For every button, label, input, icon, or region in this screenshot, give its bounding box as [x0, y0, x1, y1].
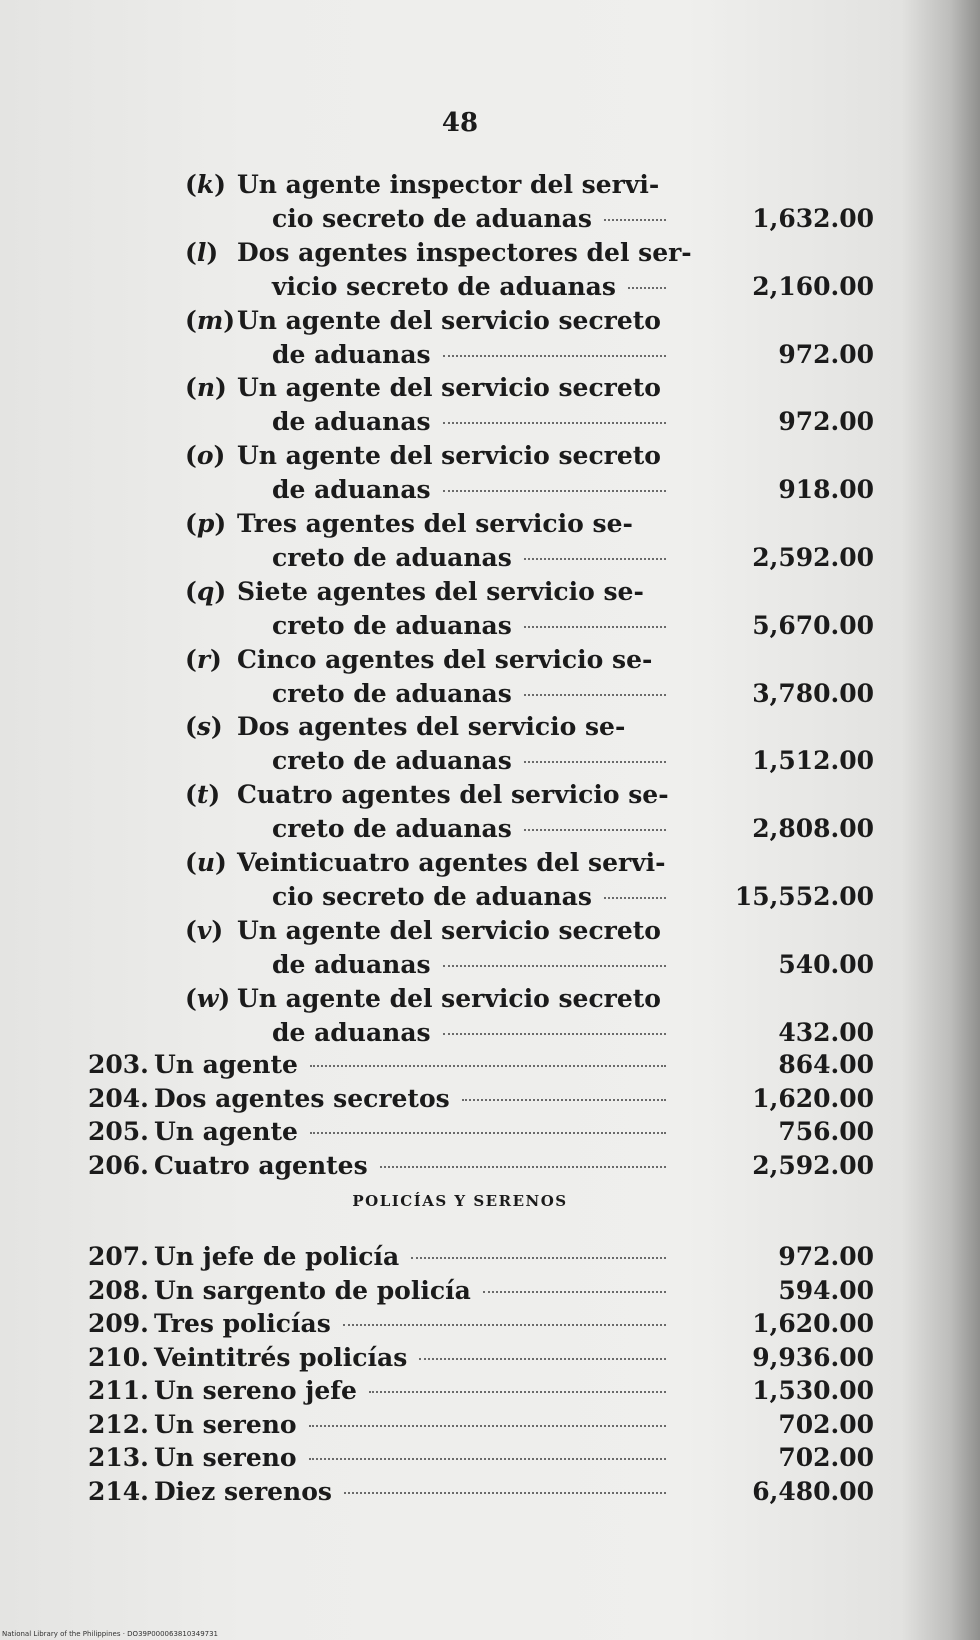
entry-line-cont [272, 405, 670, 438]
paren-open: ( [185, 644, 197, 674]
numbered-item-inner [88, 1048, 670, 1081]
entry-line-cont [272, 948, 670, 981]
entry-amount: 1,512.00 [752, 746, 874, 776]
item-amount: 6,480.00 [752, 1476, 874, 1506]
entry-amount: 432.00 [778, 1017, 874, 1047]
numbered-item-inner [88, 1307, 670, 1340]
item-amount: 864.00 [778, 1050, 874, 1079]
paren-close: ) [214, 576, 227, 606]
entry-letter [185, 371, 237, 404]
paren-open: ( [185, 848, 197, 877]
numbered-item-label [88, 1048, 298, 1081]
numbered-item-inner [88, 1082, 670, 1115]
item-text: Cuatro agentes [154, 1150, 368, 1180]
dot-leader [380, 1166, 666, 1168]
page-number: 48 [441, 108, 479, 138]
numbered-item [88, 1441, 670, 1474]
entry-line-inner [272, 812, 670, 845]
item-text: Un sargento de policía [154, 1275, 471, 1305]
numbered-item [88, 1240, 670, 1273]
footer-watermark: National Library of the Philippines · DO39P000063810349731 [2, 1630, 219, 1638]
entry-text-line1: Un agente del servicio secreto [237, 441, 661, 471]
entry-line-first [185, 507, 670, 540]
entry-amount: 972.00 [778, 407, 874, 437]
entry-line-inner [272, 405, 670, 438]
entry-text-line2: de aduanas [272, 949, 431, 979]
item-number: 209. [88, 1309, 149, 1338]
entry-line-cont [272, 880, 670, 913]
entry-text-line1: Un agente del servicio secreto [237, 983, 661, 1013]
entry-line-cont [272, 609, 670, 642]
item-number: 207. [88, 1242, 149, 1271]
dot-leader [419, 1358, 666, 1360]
entry-line-inner [272, 880, 670, 913]
entry-line-first [185, 982, 670, 1015]
paren-close: ) [218, 983, 231, 1013]
entry-letter-text: n [196, 373, 216, 403]
item-amount: 972.00 [778, 1242, 874, 1271]
dot-leader [343, 1324, 666, 1326]
entry-amount: 918.00 [778, 475, 874, 505]
item-amount: 9,936.00 [752, 1342, 874, 1372]
paren-open: ( [185, 305, 197, 335]
paren-close: ) [211, 915, 224, 945]
dot-leader [483, 1291, 666, 1293]
item-amount: 1,620.00 [752, 1083, 874, 1113]
entry-letter-text: u [196, 848, 216, 877]
entry-text-line2: de aduanas [272, 407, 431, 437]
entry-line-first [185, 575, 670, 608]
entry-line-inner [272, 744, 670, 777]
item-text: Un jefe de policía [154, 1242, 400, 1271]
entry-letter-text: t [196, 780, 209, 810]
item-text: Un agente [154, 1117, 298, 1146]
numbered-item-inner [88, 1274, 670, 1307]
numbered-item [88, 1115, 670, 1148]
entry-line-inner [272, 202, 670, 235]
paren-open: ( [185, 509, 197, 538]
numbered-item-label [88, 1240, 399, 1273]
entry-line-inner [272, 338, 670, 371]
entry-line-cont [272, 677, 670, 710]
paren-close: ) [215, 373, 227, 403]
entry-amount: 5,670.00 [752, 610, 874, 640]
numbered-item-label [88, 1307, 331, 1340]
paren-open: ( [185, 983, 197, 1013]
numbered-item-label [88, 1082, 450, 1115]
entry-line-inner [272, 948, 670, 981]
numbered-item [88, 1048, 670, 1081]
dot-leader [344, 1492, 666, 1494]
paren-open: ( [185, 441, 197, 471]
entry-text-line2: vicio secreto de aduanas [272, 271, 616, 301]
item-amount: 2,592.00 [752, 1150, 874, 1180]
dot-leader [443, 965, 666, 967]
entry-letter [185, 168, 237, 201]
paren-close: ) [208, 780, 221, 810]
entry-text-line1: Dos agentes inspectores del ser- [237, 237, 692, 267]
entry-letter [185, 236, 237, 269]
entry-text-line2: cio secreto de aduanas [272, 881, 592, 911]
entry-line-first [185, 371, 670, 404]
paren-close: ) [214, 509, 227, 538]
entry-text-line1: Siete agentes del servicio se- [237, 576, 644, 606]
entry-text-line1: Un agente del servicio secreto [237, 373, 661, 403]
entry-text-line1: Un agente del servicio secreto [237, 305, 661, 335]
item-text: Un sereno [154, 1409, 297, 1439]
item-number: 205. [88, 1117, 149, 1146]
numbered-item-inner [88, 1374, 670, 1407]
item-text: Un agente [154, 1050, 298, 1079]
entry-text-line2: creto de aduanas [272, 814, 512, 844]
entry-text-line1: Cinco agentes del servicio se- [237, 644, 653, 674]
entry-text-line1: Dos agentes del servicio se- [237, 712, 626, 742]
paren-close: ) [213, 441, 226, 471]
item-number: 211. [88, 1376, 149, 1405]
item-number: 214. [88, 1476, 149, 1506]
entry-line-first [185, 643, 670, 676]
numbered-item-label [88, 1408, 297, 1441]
numbered-item-label [88, 1149, 368, 1182]
paren-close: ) [214, 170, 227, 199]
entry-line-cont [272, 270, 670, 303]
dot-leader [604, 897, 666, 899]
numbered-item [88, 1408, 670, 1441]
entry-amount: 3,780.00 [752, 678, 874, 708]
item-number: 212. [88, 1409, 149, 1439]
entry-amount: 540.00 [778, 949, 874, 979]
entry-letter [185, 778, 237, 811]
dot-leader [443, 355, 666, 357]
entry-letter-text: l [196, 237, 207, 267]
entry-line-first [185, 439, 670, 472]
numbered-item-label [88, 1341, 407, 1374]
entry-line-cont [272, 812, 670, 845]
entry-letter [185, 575, 237, 608]
item-text: Diez serenos [154, 1476, 332, 1506]
entry-text-line1: Tres agentes del servicio se- [237, 509, 633, 538]
entry-line-cont [272, 541, 670, 574]
entry-text-line1: Veinticuatro agentes del servi- [237, 848, 666, 877]
entry-line-inner [272, 541, 670, 574]
entry-letter-text: m [196, 305, 224, 335]
numbered-item [88, 1082, 670, 1115]
item-text: Tres policías [154, 1309, 331, 1338]
entry-letter-text: v [196, 915, 212, 945]
entry-line-inner [272, 270, 670, 303]
entry-letter-text: o [196, 441, 214, 471]
entry-text-line2: creto de aduanas [272, 610, 512, 640]
numbered-item-label [88, 1441, 297, 1474]
numbered-item-label [88, 1115, 298, 1148]
entry-line-first [185, 710, 670, 743]
item-text: Un sereno [154, 1443, 297, 1472]
entry-letter [185, 710, 237, 743]
entry-text-line2: creto de aduanas [272, 542, 512, 572]
paren-open: ( [185, 237, 197, 267]
entry-line-first [185, 168, 670, 201]
dot-leader [462, 1099, 666, 1101]
numbered-item-inner [88, 1341, 670, 1374]
entry-line-cont [272, 338, 670, 371]
paren-close: ) [206, 237, 219, 267]
numbered-item-inner [88, 1408, 670, 1441]
paren-close: ) [210, 712, 223, 742]
item-number: 206. [88, 1150, 149, 1180]
entry-letter-text: p [196, 509, 215, 538]
entry-amount: 972.00 [778, 339, 874, 369]
numbered-item-inner [88, 1149, 670, 1182]
numbered-item [88, 1374, 670, 1407]
entry-line-inner [272, 1016, 670, 1049]
numbered-item [88, 1341, 670, 1374]
item-number: 204. [88, 1083, 149, 1113]
entry-amount: 2,592.00 [752, 542, 874, 572]
entry-letter [185, 914, 237, 947]
paren-open: ( [185, 373, 197, 403]
entry-amount: 1,632.00 [752, 203, 874, 233]
paren-open: ( [185, 712, 197, 742]
dot-leader [628, 287, 666, 289]
paren-close: ) [215, 848, 227, 877]
item-text: Dos agentes secretos [154, 1083, 450, 1113]
entry-letter [185, 643, 237, 676]
numbered-item-label [88, 1274, 471, 1307]
numbered-item [88, 1307, 670, 1340]
entry-amount: 2,160.00 [752, 271, 874, 301]
entry-letter-text: r [196, 644, 211, 674]
entry-line-first [185, 846, 670, 879]
paren-close: ) [223, 305, 236, 335]
item-text: Un sereno jefe [154, 1376, 357, 1405]
entry-line-first [185, 778, 670, 811]
paren-open: ( [185, 576, 197, 606]
entry-amount: 15,552.00 [734, 881, 874, 911]
entry-letter [185, 439, 237, 472]
section-heading: POLICÍAS Y SERENOS [352, 1192, 568, 1210]
item-amount: 702.00 [778, 1409, 874, 1439]
dot-leader [524, 558, 666, 560]
entry-text-line2: cio secreto de aduanas [272, 203, 592, 233]
numbered-item-inner [88, 1441, 670, 1474]
entry-line-cont [272, 744, 670, 777]
entry-line-inner [272, 473, 670, 506]
paren-open: ( [185, 170, 197, 199]
dot-leader [309, 1425, 666, 1427]
entry-line-cont [272, 202, 670, 235]
item-number: 208. [88, 1275, 149, 1305]
entry-text-line1: Un agente del servicio secreto [237, 915, 661, 945]
numbered-item [88, 1149, 670, 1182]
dot-leader [443, 1033, 666, 1035]
item-amount: 756.00 [778, 1117, 874, 1146]
dot-leader [524, 626, 666, 628]
dot-leader [310, 1065, 666, 1067]
dot-leader [411, 1257, 666, 1259]
entry-letter [185, 507, 237, 540]
paren-open: ( [185, 780, 197, 810]
entry-line-first [185, 914, 670, 947]
dot-leader [443, 490, 666, 492]
entry-line-cont [272, 473, 670, 506]
paren-close: ) [210, 644, 222, 674]
dot-leader [524, 829, 666, 831]
entry-letter-text: w [196, 983, 219, 1013]
entry-line-cont [272, 1016, 670, 1049]
entry-text-line1: Cuatro agentes del servicio se- [237, 780, 669, 810]
dot-leader [309, 1458, 666, 1460]
entry-text-line2: de aduanas [272, 1017, 431, 1047]
dot-leader [524, 761, 666, 763]
entry-text-line1: Un agente inspector del servi- [237, 170, 660, 199]
numbered-item-inner [88, 1115, 670, 1148]
item-number: 213. [88, 1443, 149, 1472]
item-number: 210. [88, 1342, 149, 1372]
item-amount: 1,620.00 [752, 1309, 874, 1338]
entry-text-line2: creto de aduanas [272, 746, 512, 776]
dot-leader [604, 219, 666, 221]
entry-text-line2: de aduanas [272, 475, 431, 505]
entry-text-line2: de aduanas [272, 339, 431, 369]
entry-text-line2: creto de aduanas [272, 678, 512, 708]
item-text: Veintitrés policías [154, 1342, 408, 1372]
entry-line-first [185, 304, 670, 337]
entry-line-inner [272, 677, 670, 710]
paren-open: ( [185, 915, 197, 945]
numbered-item-inner [88, 1240, 670, 1273]
item-number: 203. [88, 1050, 149, 1079]
item-amount: 1,530.00 [752, 1376, 874, 1405]
dot-leader [443, 422, 666, 424]
dot-leader [524, 694, 666, 696]
numbered-item [88, 1475, 670, 1508]
entry-letter-text: k [196, 170, 215, 199]
entry-letter [185, 982, 237, 1015]
item-amount: 702.00 [778, 1443, 874, 1472]
numbered-item [88, 1274, 670, 1307]
dot-leader [369, 1391, 666, 1393]
entry-line-inner [272, 609, 670, 642]
entry-line-first [185, 236, 692, 269]
entry-letter [185, 304, 237, 337]
entry-letter-text: s [196, 712, 211, 742]
numbered-item-label [88, 1475, 332, 1508]
item-amount: 594.00 [778, 1275, 874, 1305]
entry-amount: 2,808.00 [752, 814, 874, 844]
dot-leader [310, 1132, 666, 1134]
numbered-item-label [88, 1374, 357, 1407]
entry-letter [185, 846, 237, 879]
entry-letter-text: q [196, 576, 215, 606]
numbered-item-inner [88, 1475, 670, 1508]
